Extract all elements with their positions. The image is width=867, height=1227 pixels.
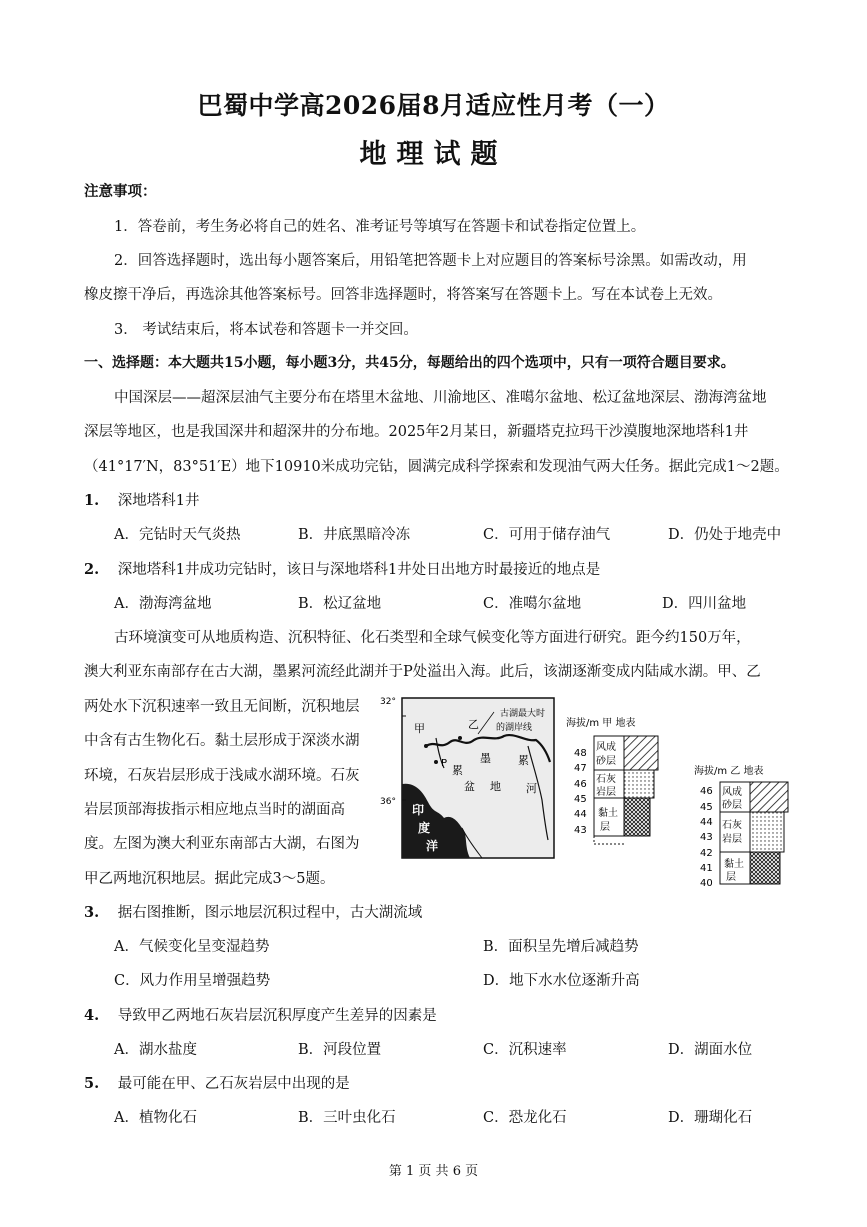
question-stem: 深地塔科1井 xyxy=(117,493,200,509)
q5-option-a[interactable]: A．植物化石 xyxy=(114,1110,197,1126)
jia-axis xyxy=(574,748,587,836)
jia-layer-clay xyxy=(624,798,650,836)
jia-tick: 43 xyxy=(574,825,587,836)
question-4 xyxy=(84,1004,437,1025)
exam-title: 巴蜀中学高2026届8月适应性月考（一） xyxy=(197,91,670,120)
jia-tick: 47 xyxy=(574,763,587,774)
jia-text-feng1: 风成 xyxy=(596,742,616,753)
q4-option-b[interactable]: B．河段位置 xyxy=(298,1042,382,1058)
notice-item-2-cont: 橡皮擦干净后，再选涂其他答案标号。回答非选择题时，将答案写在答题卡上。写在本试卷上无效。 xyxy=(84,287,722,303)
question-number: 5. xyxy=(84,1075,100,1092)
section-heading: 一、选择题：本大题共15小题，每小题3分，共45分，每题给出的四个选项中，只有一项符合题目要求。 xyxy=(84,355,735,371)
notice-item-2: 2．回答选择题时，选出每小题答案后，用铅笔把答题卡上对应题目的答案标号涂黑。如需改动，用 xyxy=(114,253,747,269)
passage2-line4: 中含有古生物化石。黏土层形成于深淡水湖 xyxy=(84,733,360,749)
passage2-line6: 岩层顶部海拔指示相应地点当时的湖面高 xyxy=(84,802,345,818)
yi-text-nian1: 黏土 xyxy=(724,859,744,870)
map-label-mo: 墨 xyxy=(480,752,491,765)
lat-label-32: 32° xyxy=(380,697,396,707)
map-label-pen: 盆 xyxy=(464,780,475,793)
map-label-lei: 累 xyxy=(518,754,529,767)
question-stem: 最可能在甲、乙石灰岩层中出现的是 xyxy=(117,1076,350,1092)
passage2-line3: 两处水下沉积速率一致且无间断，沉积地层 xyxy=(84,699,360,715)
notice-heading: 注意事项： xyxy=(84,183,157,200)
yi-text-feng2: 砂层 xyxy=(722,800,742,811)
passage2-line8: 甲乙两地沉积地层。据此完成3～5题。 xyxy=(84,871,335,887)
yi-column-header: 海拔/m 乙 地表 xyxy=(694,766,764,777)
q1-option-d[interactable]: D．仍处于地壳中 xyxy=(668,527,782,543)
ocean-label-3: 洋 xyxy=(426,839,439,853)
q4-option-d[interactable]: D．湖面水位 xyxy=(668,1042,753,1058)
yi-label-lime xyxy=(720,812,750,852)
jia-tick: 44 xyxy=(574,809,587,820)
map-label-lei2: 累 xyxy=(452,764,463,777)
q4-option-c[interactable]: C．沉积速率 xyxy=(483,1042,567,1058)
passage2-line5: 环境，石灰岩层形成于浅咸水湖环境。石灰 xyxy=(84,768,360,784)
map-label-jia: 甲 xyxy=(414,722,425,735)
yi-tick: 41 xyxy=(700,863,713,874)
yi-layer-clay xyxy=(750,852,780,884)
question-number: 3. xyxy=(84,904,100,921)
q5-option-c[interactable]: C．恐龙化石 xyxy=(483,1110,567,1126)
q1-option-a[interactable]: A．完钻时天气炎热 xyxy=(114,527,241,543)
ocean-label-2: 度 xyxy=(418,821,431,835)
q3-option-c[interactable]: C．风力作用呈增强趋势 xyxy=(114,973,271,989)
yi-layer-sand xyxy=(750,782,788,812)
strata-columns xyxy=(560,712,860,892)
question-stem: 深地塔科1井成功完钻时，该日与深地塔科1井处日出地方时最接近的地点是 xyxy=(117,562,601,578)
map-label-yi: 乙 xyxy=(468,718,479,731)
point-jia-marker xyxy=(424,744,428,748)
notice-item-1: 1．答卷前，考生务必将自己的姓名、准考证号等填写在答题卡和试卷指定位置上。 xyxy=(114,219,646,235)
passage1-line3: （41°17′N，83°51′E）地下10910米成功完钻，圆满完成科学探索和发现油气两大任务。据此完成1～2题。 xyxy=(84,459,789,475)
exam-subject: 地理试题 xyxy=(359,139,508,170)
q5-option-b[interactable]: B．三叶虫化石 xyxy=(298,1110,396,1126)
jia-tick: 46 xyxy=(574,779,587,790)
question-number: 1. xyxy=(84,492,100,509)
q3-option-d[interactable]: D．地下水水位逐渐升高 xyxy=(483,973,640,989)
yi-tick: 44 xyxy=(700,817,713,828)
yi-tick: 46 xyxy=(700,786,713,797)
jia-text-nian1: 黏土 xyxy=(598,808,618,819)
question-stem: 据右图推断，图示地层沉积过程中，古大湖流域 xyxy=(117,905,423,921)
yi-tick: 45 xyxy=(700,802,713,813)
q1-option-c[interactable]: C．可用于储存油气 xyxy=(483,527,611,543)
jia-layer-limestone xyxy=(624,770,654,798)
yi-axis xyxy=(700,786,713,889)
point-p-marker xyxy=(434,760,438,764)
question-number: 4. xyxy=(84,1007,100,1024)
question-1 xyxy=(84,489,199,510)
yi-tick: 40 xyxy=(700,878,713,889)
yi-text-nian2: 层 xyxy=(726,872,736,883)
question-stem: 导致甲乙两地石灰岩层沉积厚度产生差异的因素是 xyxy=(117,1008,437,1024)
jia-tick: 48 xyxy=(574,748,587,759)
q2-option-b[interactable]: B．松辽盆地 xyxy=(298,596,382,612)
yi-text-shi2: 岩层 xyxy=(722,834,742,845)
q5-option-d[interactable]: D．珊瑚化石 xyxy=(668,1110,753,1126)
jia-text-shi1: 石灰 xyxy=(596,774,616,785)
ocean-label-1: 印 xyxy=(412,803,425,817)
notice-item-3: 3． 考试结束后，将本试卷和答题卡一并交回。 xyxy=(114,322,418,338)
lat-label-36: 36° xyxy=(380,797,396,807)
question-3 xyxy=(84,901,422,922)
jia-column-header: 海拔/m 甲 地表 xyxy=(566,718,636,729)
passage1-line1: 中国深层——超深层油气主要分布在塔里木盆地、川渝地区、准噶尔盆地、松辽盆地深层、渤海湾盆地 xyxy=(114,390,767,406)
jia-text-shi2: 岩层 xyxy=(596,787,616,798)
yi-tick: 42 xyxy=(700,848,713,859)
map-label-p: P xyxy=(441,758,448,769)
page-number: 第 1 页 共 6 页 xyxy=(388,1164,479,1179)
point-yi-marker xyxy=(458,736,462,740)
map-label-he: 河 xyxy=(526,782,537,795)
yi-layer-limestone xyxy=(750,812,784,852)
q1-option-b[interactable]: B．井底黑暗冷冻 xyxy=(298,527,411,543)
jia-text-nian2: 层 xyxy=(600,822,610,833)
jia-text-feng2: 砂层 xyxy=(596,756,616,767)
q2-option-c[interactable]: C．准噶尔盆地 xyxy=(483,596,582,612)
passage2-line2: 澳大利亚东南部存在古大湖，墨累河流经此湖并于P处溢出入海。此后，该湖逐渐变成内陆咸水湖。甲、乙 xyxy=(84,664,761,680)
q3-option-b[interactable]: B．面积呈先增后减趋势 xyxy=(483,939,639,955)
yi-text-shi1: 石灰 xyxy=(722,820,742,831)
jia-layer-sand xyxy=(624,736,658,770)
q2-option-a[interactable]: A．渤海湾盆地 xyxy=(114,596,212,612)
passage2-line7: 度。左图为澳大利亚东南部古大湖，右图为 xyxy=(84,836,360,852)
question-2 xyxy=(84,558,600,579)
q2-option-d[interactable]: D．四川盆地 xyxy=(662,596,747,612)
yi-tick: 43 xyxy=(700,832,713,843)
yi-text-feng1: 风成 xyxy=(722,787,742,798)
question-5 xyxy=(84,1072,350,1093)
map-label-di: 地 xyxy=(490,780,501,793)
jia-tick: 45 xyxy=(574,794,587,805)
q3-option-a[interactable]: A．气候变化呈变湿趋势 xyxy=(114,939,270,955)
ancient-lake-map xyxy=(378,690,560,866)
shoreline-label-2: 的湖岸线 xyxy=(496,723,533,733)
passage1-line2: 深层等地区，也是我国深井和超深井的分布地。2025年2月某日，新疆塔克拉玛干沙漠腹地深地塔科1井 xyxy=(84,424,749,440)
q4-option-a[interactable]: A．湖水盐度 xyxy=(114,1042,197,1058)
question-number: 2. xyxy=(84,561,100,578)
passage2-line1: 古环境演变可从地质构造、沉积特征、化石类型和全球气候变化等方面进行研究。距今约150万年， xyxy=(114,630,751,646)
shoreline-label-1: 古湖最大时 xyxy=(500,709,546,719)
